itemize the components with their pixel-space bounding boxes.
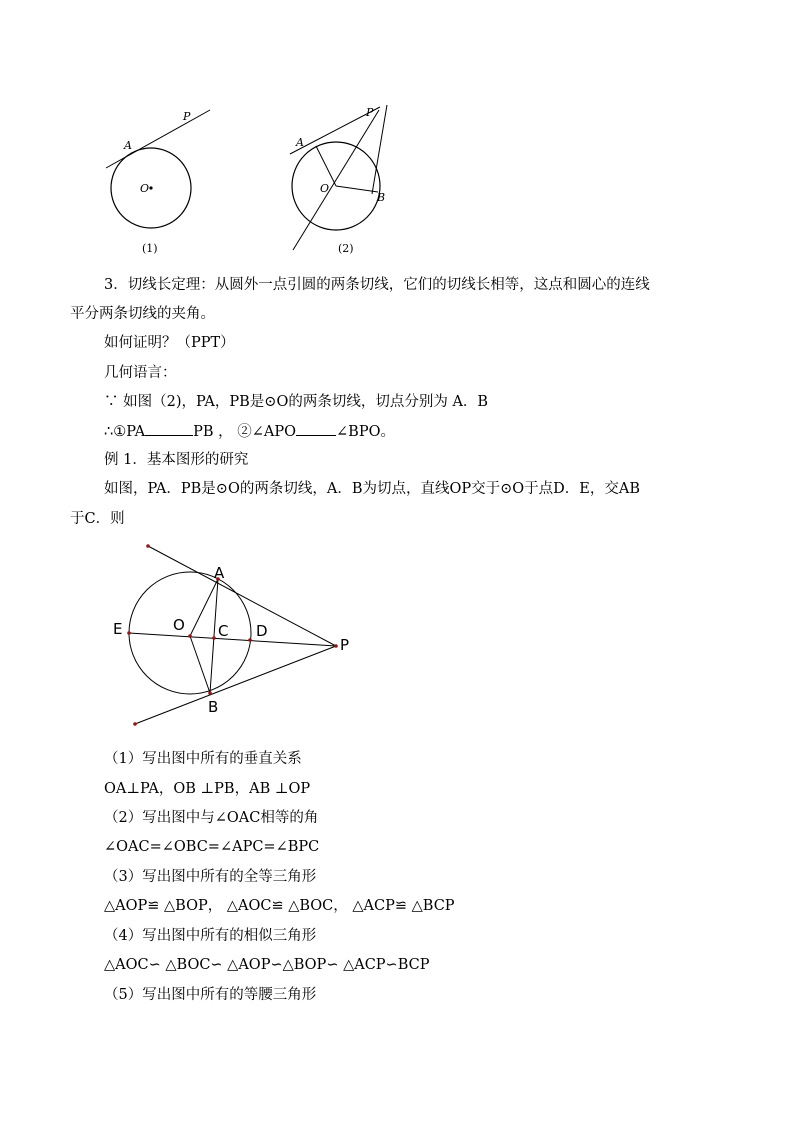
point-p bbox=[334, 644, 338, 648]
how-to-prove: 如何证明？（PPT） bbox=[104, 335, 235, 351]
caption-1: (1) bbox=[142, 242, 158, 255]
blank-2[interactable] bbox=[296, 421, 336, 436]
point-e bbox=[127, 631, 131, 635]
radius-ob bbox=[336, 186, 378, 192]
label-c: C bbox=[218, 622, 229, 640]
label-a: A bbox=[214, 564, 225, 582]
question-1: （1）写出图中所有的垂直关系 bbox=[104, 751, 302, 767]
given-statement: ∵ 如图（2)，PA，PB是⊙O的两条切线，切点分别为 A．B bbox=[104, 394, 489, 410]
caption-2: (2) bbox=[338, 242, 354, 255]
point-c bbox=[212, 636, 216, 640]
example-line-2: 于C．则 bbox=[70, 511, 125, 527]
conclusion-prefix: ∴①PA bbox=[104, 424, 146, 440]
label-o: O bbox=[173, 616, 185, 634]
blank-1[interactable] bbox=[145, 421, 193, 436]
center-dot bbox=[149, 186, 152, 189]
label-a: A bbox=[296, 136, 304, 149]
figure-2 bbox=[280, 100, 410, 260]
label-a: A bbox=[124, 139, 132, 152]
conclusion-statement bbox=[104, 421, 395, 442]
chord-ab bbox=[210, 579, 218, 693]
figure-1 bbox=[100, 100, 230, 260]
circle-o bbox=[129, 572, 251, 694]
question-2: （2）写出图中与∠OAC相等的角 bbox=[104, 810, 319, 826]
line-ep bbox=[129, 633, 336, 646]
label-p: P bbox=[366, 106, 374, 119]
point-upper-end bbox=[146, 544, 150, 548]
label-p: P bbox=[183, 110, 191, 123]
conclusion-mid1: PB ， ②∠APO bbox=[193, 424, 297, 440]
example-title: 例 1．基本图形的研究 bbox=[104, 452, 249, 468]
answer-1: OA⊥PA，OB ⊥PB，AB ⊥OP bbox=[104, 781, 311, 797]
label-p: P bbox=[340, 636, 350, 654]
label-o: O bbox=[140, 182, 150, 195]
label-d: D bbox=[256, 622, 268, 640]
question-4: （4）写出图中所有的相似三角形 bbox=[104, 928, 317, 944]
geometry-language: 几何语言： bbox=[104, 365, 177, 381]
example-line-1: 如图，PA．PB是⊙O的两条切线，A．B为切点，直线OP交于⊙O于点D．E，交AB bbox=[104, 481, 640, 497]
point-b bbox=[208, 691, 212, 695]
label-e: E bbox=[113, 620, 123, 638]
answer-4: △AOC∽ △BOC∽ △AOP∽△BOP∽ △ACP∽BCP bbox=[104, 957, 430, 973]
answer-3: △AOP≌ △BOP， △AOC≌ △BOC， △ACP≌ △BCP bbox=[104, 898, 455, 914]
conclusion-mid2: ∠BPO。 bbox=[336, 424, 395, 440]
label-b: B bbox=[208, 698, 219, 716]
tangent-line bbox=[106, 110, 210, 168]
question-5: （5）写出图中所有的等腰三角形 bbox=[104, 987, 317, 1003]
segment-oa bbox=[190, 579, 218, 636]
line-op bbox=[293, 110, 379, 250]
theorem-line-2: 平分两条切线的夹角。 bbox=[70, 306, 215, 322]
segment-ob bbox=[190, 636, 210, 693]
point-lower-end bbox=[133, 722, 137, 726]
theorem-line-1: 3．切线长定理：从圆外一点引圆的两条切线，它们的切线长相等，这点和圆心的连线 bbox=[104, 277, 650, 293]
point-o bbox=[188, 634, 192, 638]
figure-3 bbox=[100, 536, 370, 736]
tangent-pb bbox=[135, 646, 336, 724]
label-b: B bbox=[377, 191, 386, 204]
question-3: （3）写出图中所有的全等三角形 bbox=[104, 869, 317, 885]
point-d bbox=[248, 638, 252, 642]
answer-2: ∠OAC=∠OBC=∠APC=∠BPC bbox=[104, 839, 320, 855]
radius-oa bbox=[316, 146, 336, 186]
label-o: O bbox=[320, 182, 330, 195]
